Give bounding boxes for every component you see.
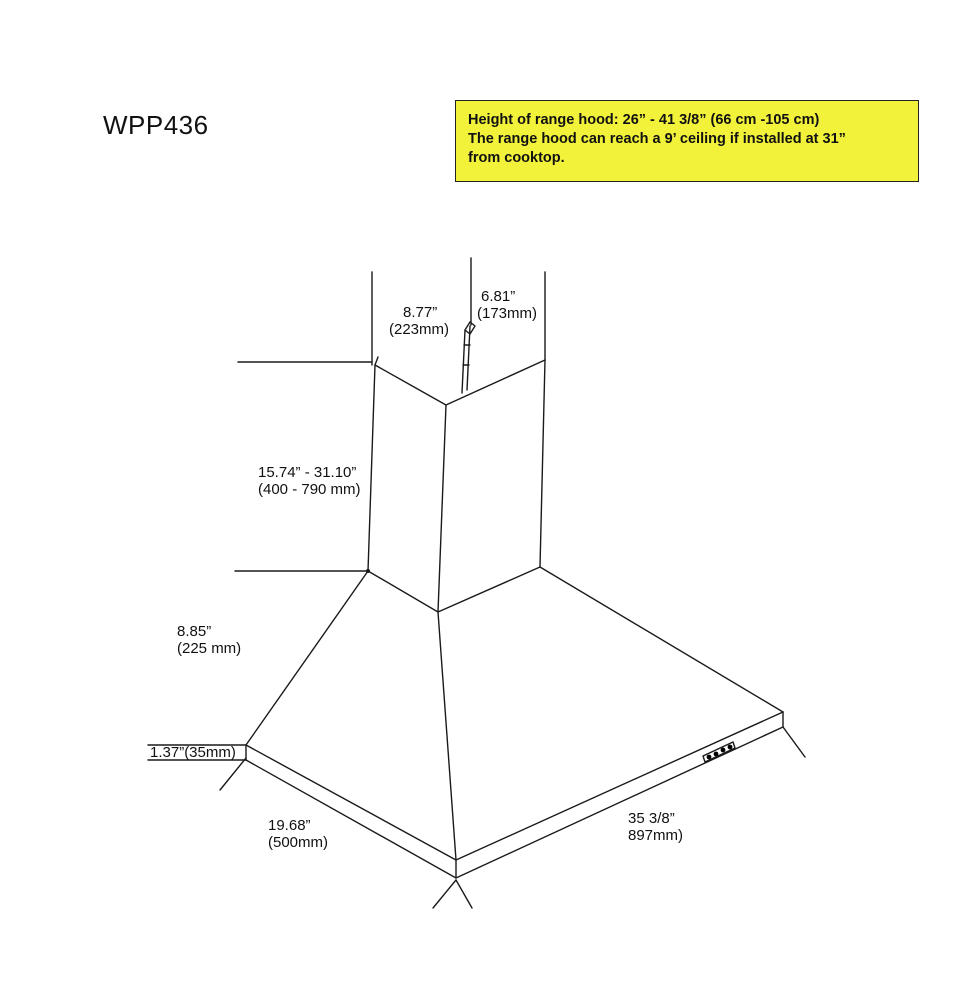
note-line-2: The range hood can reach a 9’ ceiling if installed at 31” bbox=[468, 131, 846, 147]
chimney-width-mm: (223mm) bbox=[389, 321, 450, 338]
width-inch: 35 3/8” bbox=[628, 810, 675, 827]
chimney-depth-mm: (173mm) bbox=[477, 305, 538, 322]
chimney-height-label bbox=[258, 464, 361, 498]
note-line-1: Height of range hood: 26” - 41 3/8” (66 cm -105 cm) bbox=[468, 112, 820, 128]
canopy-height-inch: 8.85” bbox=[177, 623, 212, 640]
front-height-label bbox=[150, 744, 236, 761]
extension-line-right-corner bbox=[783, 727, 805, 757]
chimney-width-label bbox=[389, 304, 449, 338]
front-height-value: 1.37”(35mm) bbox=[150, 744, 236, 761]
width-label bbox=[628, 810, 683, 844]
canopy-top-edge bbox=[368, 567, 540, 612]
note-line-3: from cooktop. bbox=[468, 150, 565, 166]
width-mm: 897mm) bbox=[628, 827, 684, 844]
depth-mm: (500mm) bbox=[268, 834, 329, 851]
model-number: WPP436 bbox=[103, 110, 209, 140]
chimney-depth-inch: 6.81” bbox=[481, 288, 516, 305]
canopy-left-slope bbox=[246, 571, 368, 745]
canopy-height-label bbox=[177, 623, 241, 657]
control-button-icon bbox=[714, 752, 719, 757]
chimney-left-edge bbox=[368, 365, 375, 571]
control-button-icon bbox=[728, 745, 733, 750]
chimney-inner-back bbox=[375, 357, 378, 365]
extension-line-front-corner-b bbox=[456, 880, 472, 908]
control-button-icon bbox=[707, 755, 712, 760]
chimney-right-edge bbox=[540, 360, 545, 567]
chimney-depth-label bbox=[477, 288, 537, 322]
canopy-right-slope bbox=[540, 567, 783, 712]
chimney-front-edge bbox=[438, 405, 446, 612]
chimney-width-inch: 8.77” bbox=[403, 304, 438, 321]
canopy-corner-dot bbox=[366, 569, 370, 573]
base-bottom-edge bbox=[246, 727, 783, 878]
chimney-top-edge bbox=[375, 360, 545, 405]
control-button-icon bbox=[721, 748, 726, 753]
extension-line-front-corner-a bbox=[433, 880, 456, 908]
canopy-front-slope bbox=[438, 612, 456, 860]
bracket-right bbox=[467, 326, 470, 390]
chimney-height-mm: (400 - 790 mm) bbox=[258, 481, 361, 498]
depth-inch: 19.68” bbox=[268, 817, 311, 834]
bracket-left bbox=[462, 330, 465, 393]
depth-label bbox=[268, 817, 328, 851]
canopy-height-mm: (225 mm) bbox=[177, 640, 242, 657]
extension-line-depth bbox=[220, 758, 246, 790]
chimney-height-inch: 15.74” - 31.10” bbox=[258, 464, 357, 481]
